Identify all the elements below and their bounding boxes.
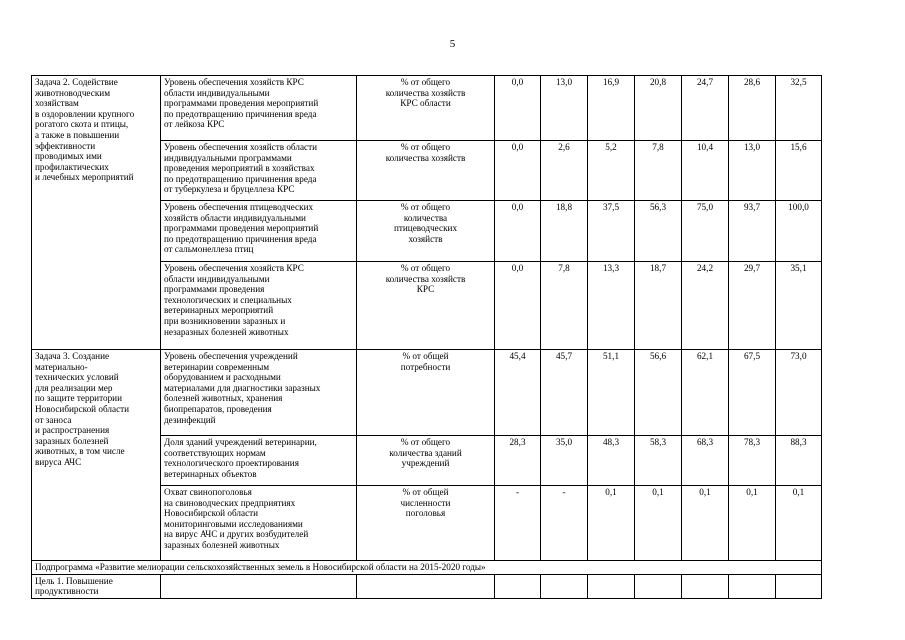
value-cell: 18,7 — [635, 262, 682, 350]
value-cell: 35,0 — [541, 436, 588, 486]
value-cell: 28,6 — [729, 76, 776, 141]
empty-cell — [776, 574, 822, 598]
value-cell: 62,1 — [682, 350, 729, 436]
value-cell: 0,1 — [682, 486, 729, 561]
empty-cell — [357, 574, 495, 598]
unit-cell: % от общей потребности — [357, 350, 495, 436]
subprogram-title: Подпрограмма «Развитие мелиорации сельскохозяйственных земель в Новосибирской области на 2015-2020 годы» — [32, 561, 822, 575]
value-cell: 0,1 — [588, 486, 635, 561]
value-cell: 29,7 — [729, 262, 776, 350]
value-cell: 24,7 — [682, 76, 729, 141]
value-cell: 37,5 — [588, 201, 635, 262]
table-row — [32, 350, 822, 436]
value-cell: 15,6 — [776, 141, 822, 201]
value-cell: 45,7 — [541, 350, 588, 436]
unit-cell: % от общей численности поголовья — [357, 486, 495, 561]
empty-cell — [541, 574, 588, 598]
value-cell: 75,0 — [682, 201, 729, 262]
empty-cell — [729, 574, 776, 598]
value-cell: 45,4 — [495, 350, 541, 436]
empty-cell — [635, 574, 682, 598]
task2-label: Задача 2. Содействие животноводческим хозяйствам в оздоровлении крупного рогатого скота и птицы, а также в повышении эффективности проводимых ими профилактических и лечебных мероприятий — [32, 76, 161, 350]
indicator-cell: Охват свинопоголовья на свиноводческих предприятиях Новосибирской области мониторинговыми исследованиями на вирус АЧС и других возбудителей заразных болезней животных — [161, 486, 357, 561]
table-row — [32, 574, 822, 598]
value-cell: 56,3 — [635, 201, 682, 262]
value-cell: 13,3 — [588, 262, 635, 350]
unit-cell: % от общего количества хозяйств КРС — [357, 262, 495, 350]
value-cell: 0,1 — [635, 486, 682, 561]
value-cell: 10,4 — [682, 141, 729, 201]
value-cell: 24,2 — [682, 262, 729, 350]
value-cell: 73,0 — [776, 350, 822, 436]
value-cell: 7,8 — [541, 262, 588, 350]
value-cell: 5,2 — [588, 141, 635, 201]
value-cell: 0,1 — [729, 486, 776, 561]
table-row — [32, 76, 822, 141]
unit-cell: % от общего количества зданий учреждений — [357, 436, 495, 486]
table-row — [32, 561, 822, 575]
value-cell: 88,3 — [776, 436, 822, 486]
value-cell: 28,3 — [495, 436, 541, 486]
value-cell: 0,0 — [495, 262, 541, 350]
indicator-cell: Уровень обеспечения хозяйств КРС области индивидуальными программами проведения мероприятий по предотвращению причинения вреда от лейкоза КРС — [161, 76, 357, 141]
value-cell: 78,3 — [729, 436, 776, 486]
value-cell: 7,8 — [635, 141, 682, 201]
unit-cell: % от общего количества птицеводческих хозяйств — [357, 201, 495, 262]
indicator-cell: Уровень обеспечения хозяйств области индивидуальными программами проведения мероприятий в хозяйствах по предотвращению причинения вреда от туберкулеза и бруцеллеза КРС — [161, 141, 357, 201]
empty-cell — [588, 574, 635, 598]
value-cell: 51,1 — [588, 350, 635, 436]
indicator-cell: Уровень обеспечения хозяйств КРС области индивидуальными программами проведения технологических и специальных ветеринарных мероприятий при возникновении заразных и незаразных болезней животных — [161, 262, 357, 350]
value-cell: 32,5 — [776, 76, 822, 141]
value-cell: 13,0 — [729, 141, 776, 201]
value-cell: 100,0 — [776, 201, 822, 262]
value-cell: 56,6 — [635, 350, 682, 436]
indicator-cell: Уровень обеспечения птицеводческих хозяйств области индивидуальными программами проведения мероприятий по предотвращению причинения вреда от сальмонеллеза птиц — [161, 201, 357, 262]
indicators-table — [31, 75, 822, 599]
empty-cell — [495, 574, 541, 598]
value-cell: 18,8 — [541, 201, 588, 262]
page-number: 5 — [449, 38, 456, 50]
value-cell: 13,0 — [541, 76, 588, 141]
task3-label: Задача 3. Создание материально- технических условий для реализации мер по защите территории Новосибирской области от заноса и распространения заразных болезней животных, в том числе вируса АЧС — [32, 350, 161, 561]
goal1-label: Цель 1. Повышение продуктивности — [32, 574, 161, 598]
unit-cell: % от общего количества хозяйств КРС области — [357, 76, 495, 141]
value-cell: 0,0 — [495, 201, 541, 262]
value-cell: - — [541, 486, 588, 561]
value-cell: 58,3 — [635, 436, 682, 486]
value-cell: 67,5 — [729, 350, 776, 436]
value-cell: 20,8 — [635, 76, 682, 141]
indicator-cell: Уровень обеспечения учреждений ветеринарии современным оборудованием и расходными материалами для диагностики заразных болезней животных, хранения биопрепаратов, проведения дезинфекций — [161, 350, 357, 436]
table-body — [32, 76, 822, 599]
value-cell: 93,7 — [729, 201, 776, 262]
empty-cell — [682, 574, 729, 598]
value-cell: - — [495, 486, 541, 561]
value-cell: 48,3 — [588, 436, 635, 486]
value-cell: 2,6 — [541, 141, 588, 201]
empty-cell — [161, 574, 357, 598]
value-cell: 16,9 — [588, 76, 635, 141]
unit-cell: % от общего количества хозяйств — [357, 141, 495, 201]
indicator-cell: Доля зданий учреждений ветеринарии, соответствующих нормам технологического проектирования ветеринарных объектов — [161, 436, 357, 486]
value-cell: 0,1 — [776, 486, 822, 561]
value-cell: 68,3 — [682, 436, 729, 486]
value-cell: 0,0 — [495, 141, 541, 201]
value-cell: 35,1 — [776, 262, 822, 350]
value-cell: 0,0 — [495, 76, 541, 141]
